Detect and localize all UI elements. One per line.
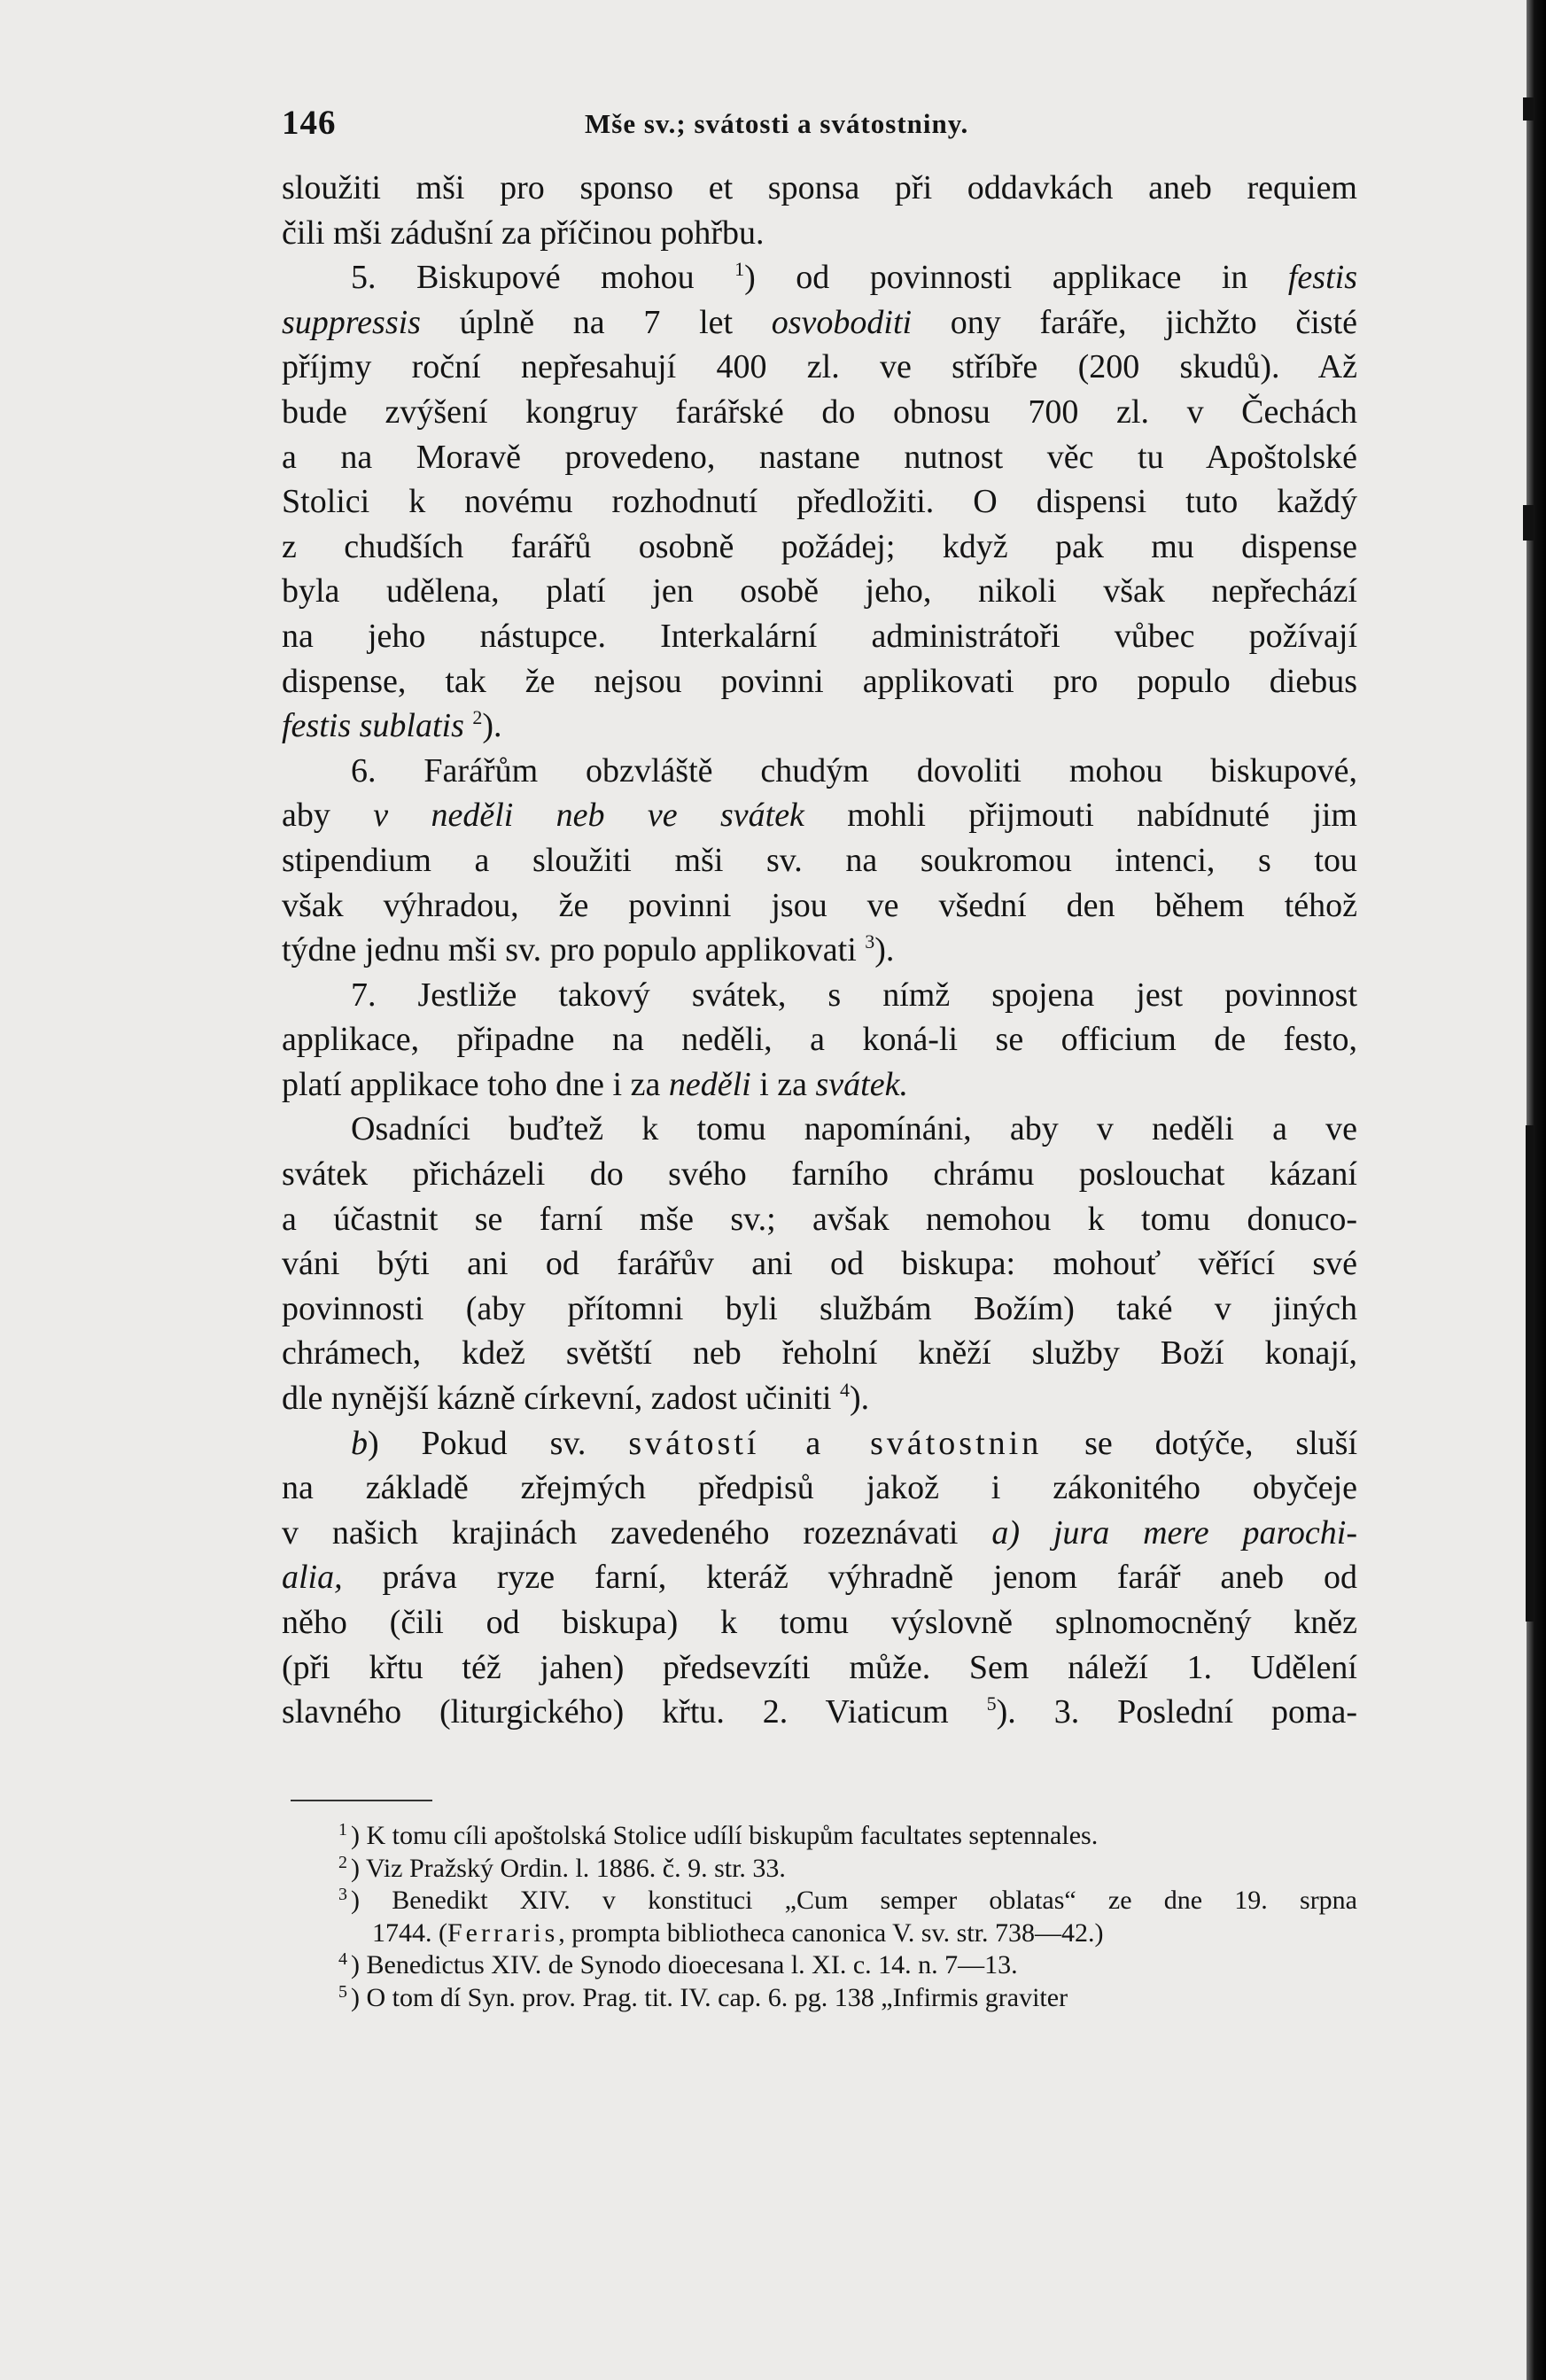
text-line: něho (čili od biskupa) k tomu výslovně splnomocněný kněz xyxy=(282,1604,1357,1641)
page-number: 146 xyxy=(282,104,337,142)
text-line: 7. Jestliže takový svátek, s nímž spojena jest povinnost xyxy=(351,976,1357,1014)
footnote: $^3$ ) Benedikt XIV. v konstituci „Cum semper oblatas“ ze dne 19. srpna xyxy=(338,1885,1357,1915)
main-text xyxy=(282,166,1357,1735)
text-line: na jeho nástupce. Interkalární administrátoři vůbec požívají xyxy=(282,617,1357,655)
text-line: bude zvýšení kongruy farářské do obnosu 700 zl. v Čechách xyxy=(282,393,1357,431)
text-line: stipendium a sloužiti mši sv. na soukromou intenci, s tou xyxy=(282,841,1357,879)
text-line: a na Moravě provedeno, nastane nutnost věc tu Apoštolské xyxy=(282,438,1357,476)
text-line: sloužiti mši pro sponso et sponsa při oddavkách aneb requiem xyxy=(282,169,1357,206)
footnote: $^2$ ) Viz Pražský Ordin. l. 1886. č. 9. str. 33. xyxy=(338,1852,786,1883)
text-line: a účastnit se farní mše sv.; avšak nemohou k tomu donuco- xyxy=(282,1200,1357,1238)
text-line: chrámech, kdež světští neb řeholní kněží služby Boží konají, xyxy=(282,1334,1357,1373)
text-line: applikace, připadne na neděli, a koná-li se officium de festo, xyxy=(282,1021,1357,1059)
text-line: čili mši zádušní za příčinou pohřbu. xyxy=(282,214,765,252)
text-line: však výhradou, že povinni jsou ve všední den během téhož xyxy=(282,886,1357,924)
text-line: aby v neděli neb ve svátek mohli přijmouti nabídnuté jim xyxy=(282,797,1357,835)
text-line: b) Pokud sv. svátostí a svátostnin se dotýče, sluší xyxy=(351,1424,1358,1462)
text-line: byla udělena, platí jen osobě jeho, nikoli však nepřechází xyxy=(282,572,1357,611)
text-line: dle nynější kázně církevní, zadost učiniti $^4$). xyxy=(282,1379,870,1418)
footnote-continuation: 1744. (Ferraris, prompta bibliotheca canonica V. sv. str. 738—42.) xyxy=(372,1917,1104,1948)
footnote-ref: 3 xyxy=(865,930,875,953)
footnote-ref: 2 xyxy=(472,706,483,729)
text-line: váni býti ani od farářův ani od biskupa: mohouť věřící své xyxy=(282,1245,1357,1283)
text-line: slavného (liturgického) křtu. 2. Viaticum $^5$). 3. Poslední poma- xyxy=(282,1692,1358,1731)
text-line: 5. Biskupové mohou $^1$) od povinnosti applikace in festis xyxy=(351,258,1357,297)
text-line: festis sublatis $^2$). xyxy=(282,706,502,745)
footnote: $^5$ ) O tom dí Syn. prov. Prag. tit. IV. cap. 6. pg. 138 „Infirmis graviter xyxy=(338,1981,1068,2012)
spaced-term: svátostí a svátostnin xyxy=(628,1424,1043,1462)
text-line: týdne jednu mši sv. pro populo applikovati $^3$). xyxy=(282,930,895,969)
running-header xyxy=(282,103,1357,156)
footnote-divider xyxy=(291,1800,432,1801)
edge-mark xyxy=(1523,505,1534,541)
edge-mark xyxy=(1526,1125,1534,1622)
text-line: na základě zřejmých předpisů jakož i zákonitého obyčeje xyxy=(282,1469,1357,1507)
text-line: svátek přicházeli do svého farního chrámu poslouchat kázaní xyxy=(282,1155,1357,1194)
text-line: platí applikace toho dne i za neděli i za svátek. xyxy=(282,1065,908,1103)
running-title: Mše sv.; svátosti a svátostniny. xyxy=(585,108,969,139)
text-line: dispense, tak že nejsou povinni applikovati pro populo diebus xyxy=(282,662,1357,700)
text-line: povinnosti (aby přítomni byli službám Božím) také v jiných xyxy=(282,1289,1357,1327)
footnote-ref: 4 xyxy=(839,1379,850,1402)
text-line: (při křtu též jahen) předsevzíti může. Sem náleží 1. Udělení xyxy=(282,1648,1357,1686)
text-line: příjmy roční nepřesahují 400 zl. ve stříbře (200 skudů). Až xyxy=(282,348,1357,386)
footnote-ref: 5 xyxy=(986,1692,997,1715)
footnote-ref: 1 xyxy=(734,258,745,281)
text-line: Stolici k novému rozhodnutí předložiti. O dispensi tuto každý xyxy=(282,483,1357,521)
text-line: alia, práva ryze farní, kteráž výhradně jenom farář aneb od xyxy=(282,1559,1358,1597)
text-line: 6. Farářům obzvláště chudým dovoliti mohou biskupové, xyxy=(351,751,1357,789)
edge-mark xyxy=(1523,97,1534,121)
text-line: Osadníci buďtež k tomu napomínáni, aby v neděli a ve xyxy=(351,1110,1357,1148)
text-line: v našich krajinách zavedeného rozeznávati a) jura mere parochi- xyxy=(282,1513,1357,1552)
text-line: z chudších farářů osobně požádej; když pak mu dispense xyxy=(282,527,1357,565)
text-line: suppressis úplně na 7 let osvoboditi ony faráře, jichžto čisté xyxy=(282,303,1358,341)
footnotes xyxy=(338,1820,1357,2014)
footnote: $^1$ ) K tomu cíli apoštolská Stolice udílí biskupům facultates septennales. xyxy=(338,1820,1099,1850)
footnote: $^4$ ) Benedictus XIV. de Synodo dioecesana l. XI. c. 14. n. 7—13. xyxy=(338,1949,1018,1979)
